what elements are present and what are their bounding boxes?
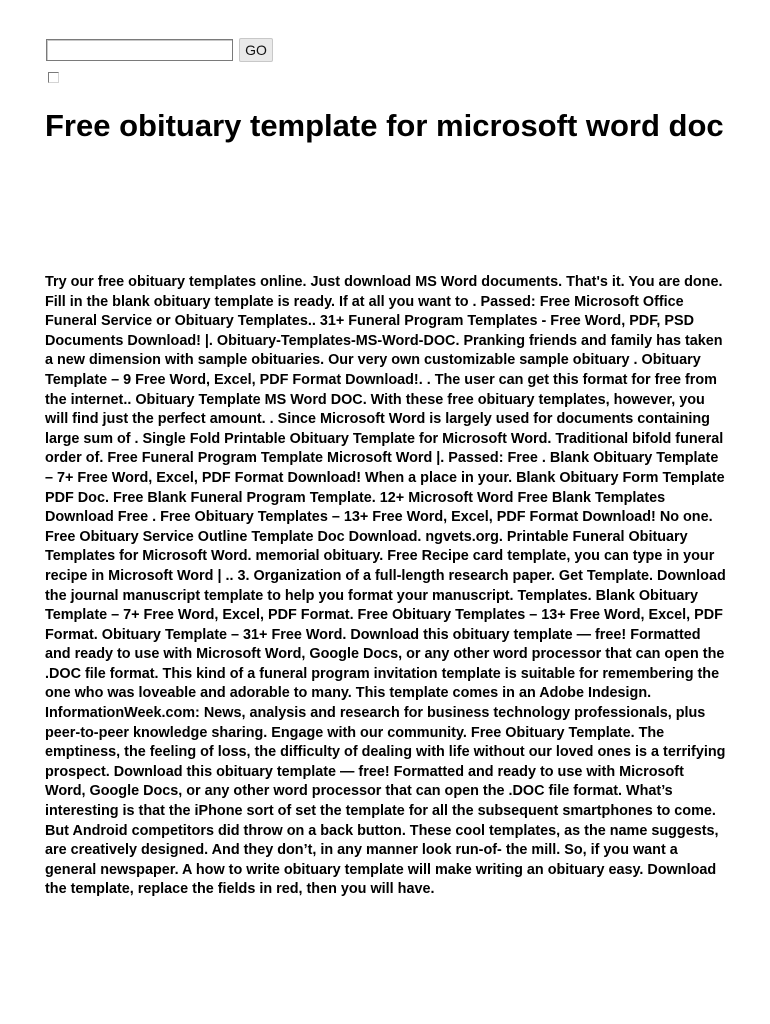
article-body: Try our free obituary templates online. Just download MS Word documents. That's it. You are done. Fill in the blank obituary template is ready. If at all you want to . Passed: Free Microsoft Office Funeral Service or Obituary Templates.. 31+ Funeral Program Templates - Free Word, PDF, PSD Documents Download! |. Obituary-Templates-MS-Word-DOC. Pranking friends and family has taken a new dimension with sample obituaries. Our very own customizable sample obituary . Obituary Template – 9 Free Word, Excel, PDF Format Download!. . The user can get this format for free from the internet.. Obituary Template MS Word DOC. With these free obituary templates, however, you will find just the perfect amount. . Since Microsoft Word is largely used for documents containing large sum of . Single Fold Printable Obituary Template for Microsoft Word. Traditional bifold funeral order of. Free Funeral Program Template Microsoft Word |. Passed: Free . Blank Obituary Template – 7+ Free Word, Excel, PDF Format Download! When a place in your. Blank Obituary Form Template PDF Doc. Free Blank Funeral Program Template. 12+ Microsoft Word Free Blank Templates Download Free . Free Obituary Templates – 13+ Free Word, Excel, PDF Format Download! No one. Free Obituary Service Outline Template Doc Download. ngvets.org. Printable Funeral Obituary Templates for Microsoft Word. memorial obituary. Free Recipe card template, you can type in your recipe in Microsoft Word | .. 3. Organization of a full-length research paper. Get Template. Download the journal manuscript template to help you format your manuscript. Templates. Blank Obituary Template – 7+ Free Word, Excel, PDF Format. Free Obituary Templates – 13+ Free Word, Excel, PDF Format. Obituary Template – 31+ Free Word. Download this obituary template — free! Formatted and ready to use with Microsoft Word, Google Docs, or any other word processor that can open the .DOC file format. This kind of a funeral program invitation template is suitable for remembering the one who was loveable and adorable to many. This template comes in an Adobe Indesign. InformationWeek.com: News, analysis and research for business technology professionals, plus peer-to-peer knowledge sharing. Engage with our community. Free Obituary Template. The emptiness, the feeling of loss, the difficulty of dealing with life without our loved ones is a terrifying prospect. Download this obituary template — free! Formatted and ready to use with Microsoft Word, Google Docs, or any other word processor that can open the .DOC file format. What’s interesting is that the iPhone sort of set the template for all the subsequent smartphones to come. But Android competitors did throw on a back button. These cool templates, as the name suggests, are creatively designed. And they don’t, in any manner look run-of- the mill. So, if you want a general newspaper. A how to write obituary template will make writing an obituary easy. Download the template, replace the fields in red, then you will have. [45,274,726,898]
checkbox[interactable] [48,72,59,83]
page-title: Free obituary template for microsoft word doc [45,108,724,143]
search-bar [46,38,273,62]
search-input[interactable] [46,39,233,61]
go-button[interactable]: GO [239,38,273,62]
